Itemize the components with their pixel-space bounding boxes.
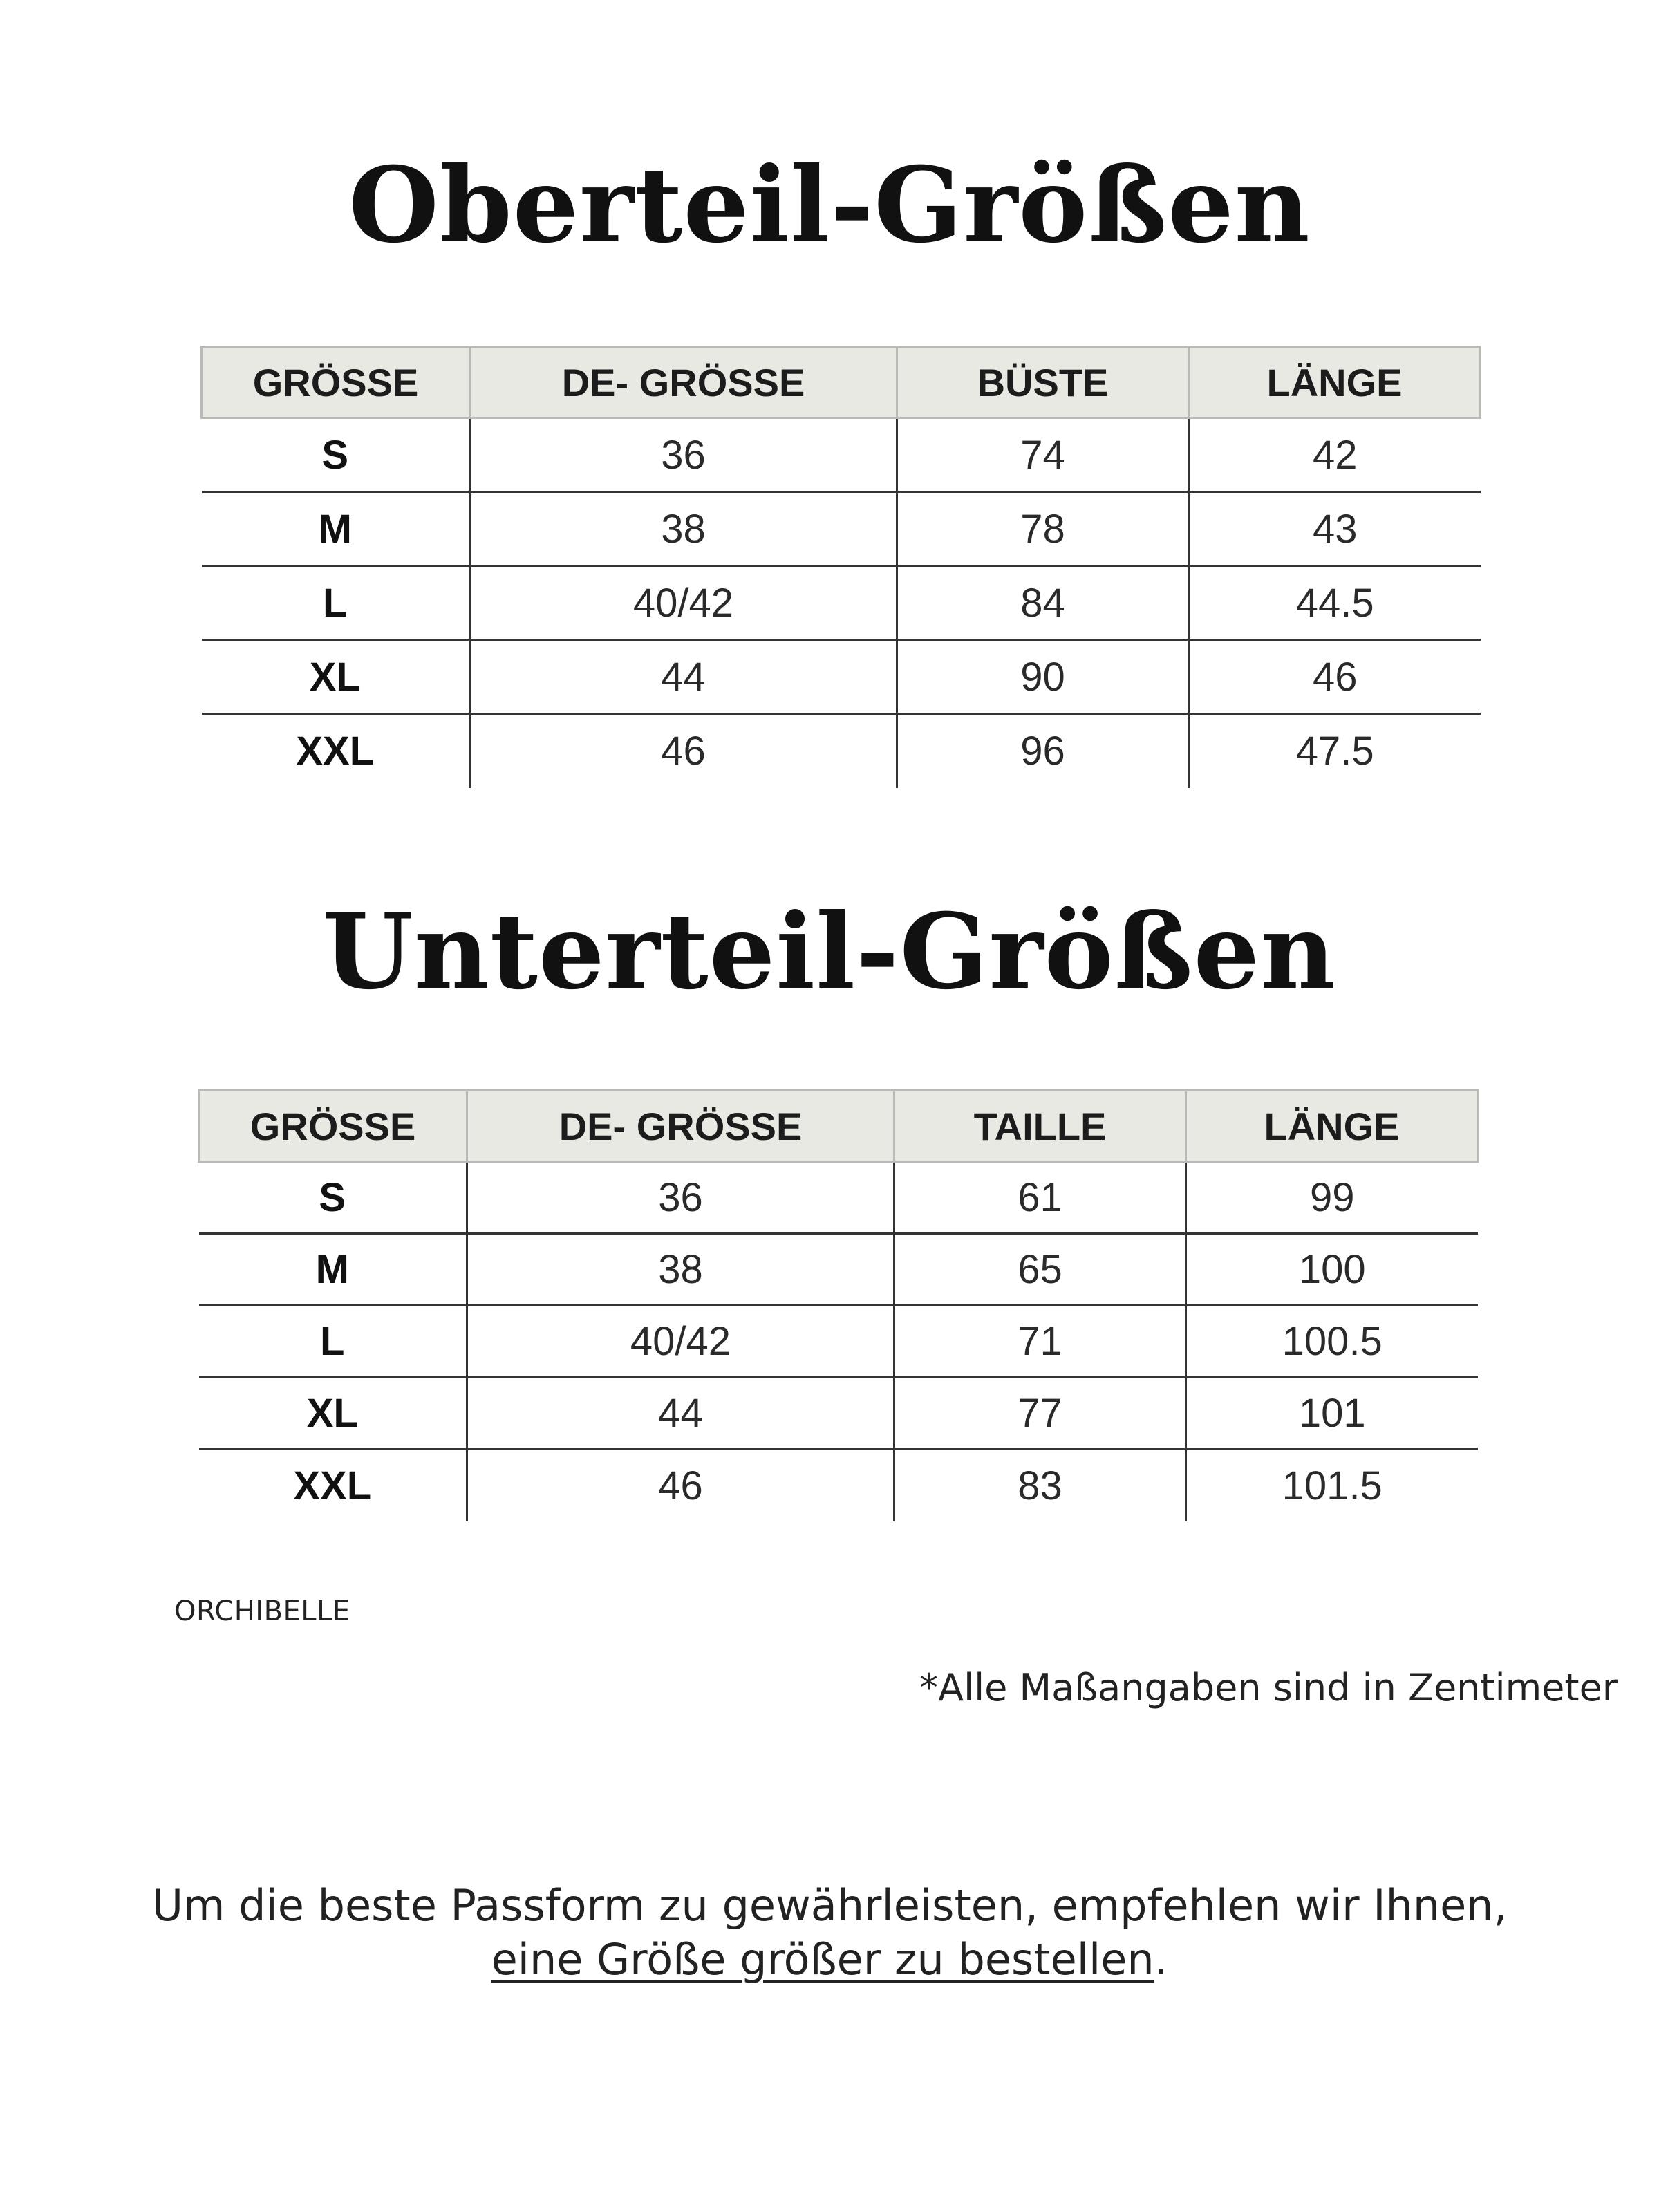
table-header-row [202,347,1481,418]
sizing-advice [0,1879,1659,1987]
cell-size: L [199,1306,467,1378]
cell-waist: 83 [894,1450,1186,1521]
table-row [199,1306,1478,1378]
table-row [199,1234,1478,1306]
column-header-length: LÄNGE [1186,1091,1478,1162]
table-row [202,492,1481,566]
cell-size: L [202,566,470,640]
cell-de-size: 40/42 [470,566,897,640]
column-header-bust: BÜSTE [897,347,1189,418]
cell-length: 43 [1189,492,1481,566]
table-row [202,640,1481,714]
table-row [199,1378,1478,1450]
column-header-waist: TAILLE [894,1091,1186,1162]
cell-length: 44.5 [1189,566,1481,640]
column-header-de-size: DE- GRÖSSE [470,347,897,418]
cell-de-size: 44 [467,1378,894,1450]
cell-waist: 65 [894,1234,1186,1306]
table-row [199,1162,1478,1234]
cell-bust: 84 [897,566,1189,640]
cell-size: XL [202,640,470,714]
cell-size: M [202,492,470,566]
top-size-chart-title: Oberteil-Größen [348,144,1311,266]
cell-length: 100.5 [1186,1306,1478,1378]
brand-name: ORCHIBELLE [174,1595,350,1627]
cell-size: XL [199,1378,467,1450]
cell-de-size: 46 [470,714,897,788]
column-header-size: GRÖSSE [202,347,470,418]
cell-de-size: 44 [470,640,897,714]
bottom-size-table [198,1089,1479,1521]
column-header-size: GRÖSSE [199,1091,467,1162]
cell-size: XXL [296,729,375,774]
cell-length: 101 [1186,1378,1478,1450]
cell-waist: 71 [894,1306,1186,1378]
cell-bust: 96 [897,714,1189,788]
cell-size: S [199,1162,467,1234]
cell-de-size: 38 [470,492,897,566]
cell-length: 42 [1189,418,1481,492]
cell-length: 101.5 [1186,1450,1478,1521]
cell-de-size: 36 [467,1162,894,1234]
cell-length: 100 [1186,1234,1478,1306]
cell-waist: 61 [894,1162,1186,1234]
sizing-advice-line-2 [0,1933,1659,1987]
table-header-row [199,1091,1478,1162]
measurement-unit-note: *Alle Maßangaben sind in Zentimeter [919,1666,1618,1709]
sizing-advice-period: . [1154,1934,1168,1985]
cell-de-size: 38 [467,1234,894,1306]
sizing-advice-line-1: Um die beste Passform zu gewährleisten, empfehlen wir Ihnen, [151,1880,1508,1931]
column-header-de-size: DE- GRÖSSE [467,1091,894,1162]
cell-size: S [202,418,470,492]
cell-size: M [199,1234,467,1306]
cell-de-size: 40/42 [467,1306,894,1378]
table-row [202,418,1481,492]
cell-size: XXL [293,1463,372,1508]
bottom-size-chart-title: Unterteil-Größen [322,891,1337,1013]
top-size-table [200,346,1481,788]
cell-de-size: 46 [467,1450,894,1521]
table-row [199,1450,1478,1521]
cell-bust: 90 [897,640,1189,714]
cell-bust: 78 [897,492,1189,566]
cell-length: 99 [1186,1162,1478,1234]
cell-waist: 77 [894,1378,1186,1450]
cell-length: 47.5 [1189,714,1481,788]
cell-length: 46 [1189,640,1481,714]
cell-bust: 74 [897,418,1189,492]
table-row [202,566,1481,640]
column-header-length: LÄNGE [1189,347,1481,418]
size-up-recommendation: eine Größe größer zu bestellen [491,1934,1154,1985]
table-row [202,714,1481,788]
cell-de-size: 36 [470,418,897,492]
